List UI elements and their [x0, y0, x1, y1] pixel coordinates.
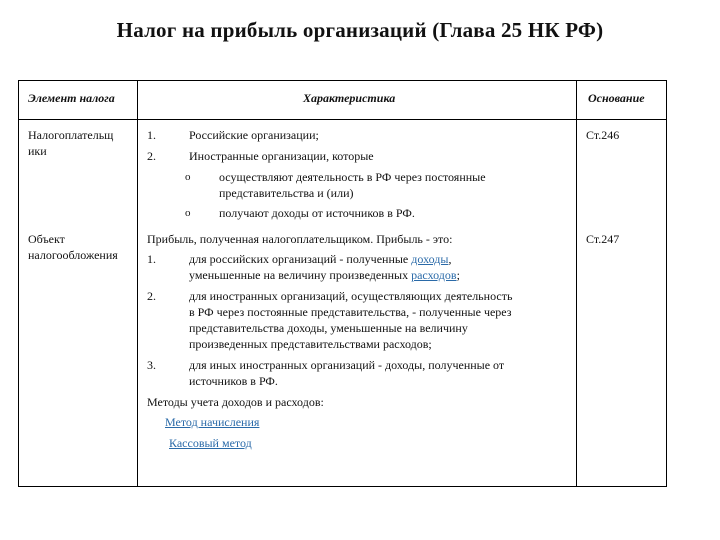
- row1-element-line1: Налогоплательщ: [28, 128, 114, 142]
- expenses-link[interactable]: расходов: [411, 268, 457, 282]
- row2-item2-line3: представительства доходы, уменьшенные на величину: [189, 321, 468, 335]
- row2-item3-num: 3.: [147, 358, 156, 372]
- row2-intro: Прибыль, полученная налогоплательщиком. Прибыль - это:: [147, 232, 453, 246]
- row1-item1-text: Российские организации;: [189, 128, 319, 142]
- row1-sub1-bullet: o: [185, 171, 191, 183]
- row2-item2-line1: для иностранных организаций, осуществляющих деятельность: [189, 289, 513, 303]
- column-divider-2: [576, 81, 577, 486]
- column-divider-1: [137, 81, 138, 486]
- cash-method-link[interactable]: Кассовый метод: [169, 436, 252, 450]
- row2-item1-line2-suffix: ;: [456, 268, 460, 282]
- accrual-method-link[interactable]: Метод начисления: [165, 415, 260, 429]
- row1-sub2-line1: получают доходы от источников в РФ.: [219, 206, 415, 220]
- row2-element-line1: Объект: [28, 232, 65, 246]
- row2-element-line2: налогообложения: [28, 248, 118, 262]
- row2-item1-line1-text: для российских организаций - полученные: [189, 252, 412, 266]
- page-title: Налог на прибыль организаций (Глава 25 НК РФ): [116, 18, 604, 42]
- row2-item2-line4: произведенных представительствами расходов;: [189, 337, 432, 351]
- row2-item2-num: 2.: [147, 289, 156, 303]
- row1-item1-num: 1.: [147, 128, 156, 142]
- row1-sub2-bullet: o: [185, 207, 191, 219]
- row2-item1-num: 1.: [147, 252, 156, 266]
- row2-item3-line1: для иных иностранных организаций - доходы, полученные от: [189, 358, 505, 372]
- row1-element-line2: ики: [28, 144, 47, 158]
- row2-item1-line1-suffix: ,: [448, 252, 452, 266]
- tax-table: [18, 80, 667, 487]
- row1-basis: Ст.246: [586, 128, 620, 142]
- row2-item1-line2: [189, 267, 460, 283]
- row2-item3-line2: источников в РФ.: [189, 374, 278, 388]
- row2-item1-line1: [189, 251, 451, 267]
- header-element: Элемент налога: [28, 91, 115, 105]
- header-basis: Основание: [588, 91, 645, 105]
- row2-item1-line2-text: уменьшенные на величину произведенных: [189, 268, 412, 282]
- income-link[interactable]: доходы: [411, 252, 449, 266]
- row2-item2-line2: в РФ через постоянные представительства, - полученные через: [189, 305, 512, 319]
- row1-sub1-line1: осуществляют деятельность в РФ через постоянные: [219, 170, 486, 184]
- row1-sub1-line2: представительства и (или): [219, 186, 354, 200]
- row1-item2-num: 2.: [147, 149, 156, 163]
- row2-methods-label: Методы учета доходов и расходов:: [147, 395, 324, 409]
- row1-item2-text: Иностранные организации, которые: [189, 149, 374, 163]
- header-characteristic: Характеристика: [303, 91, 396, 105]
- row2-basis: Ст.247: [586, 232, 620, 246]
- header-divider: [19, 119, 666, 120]
